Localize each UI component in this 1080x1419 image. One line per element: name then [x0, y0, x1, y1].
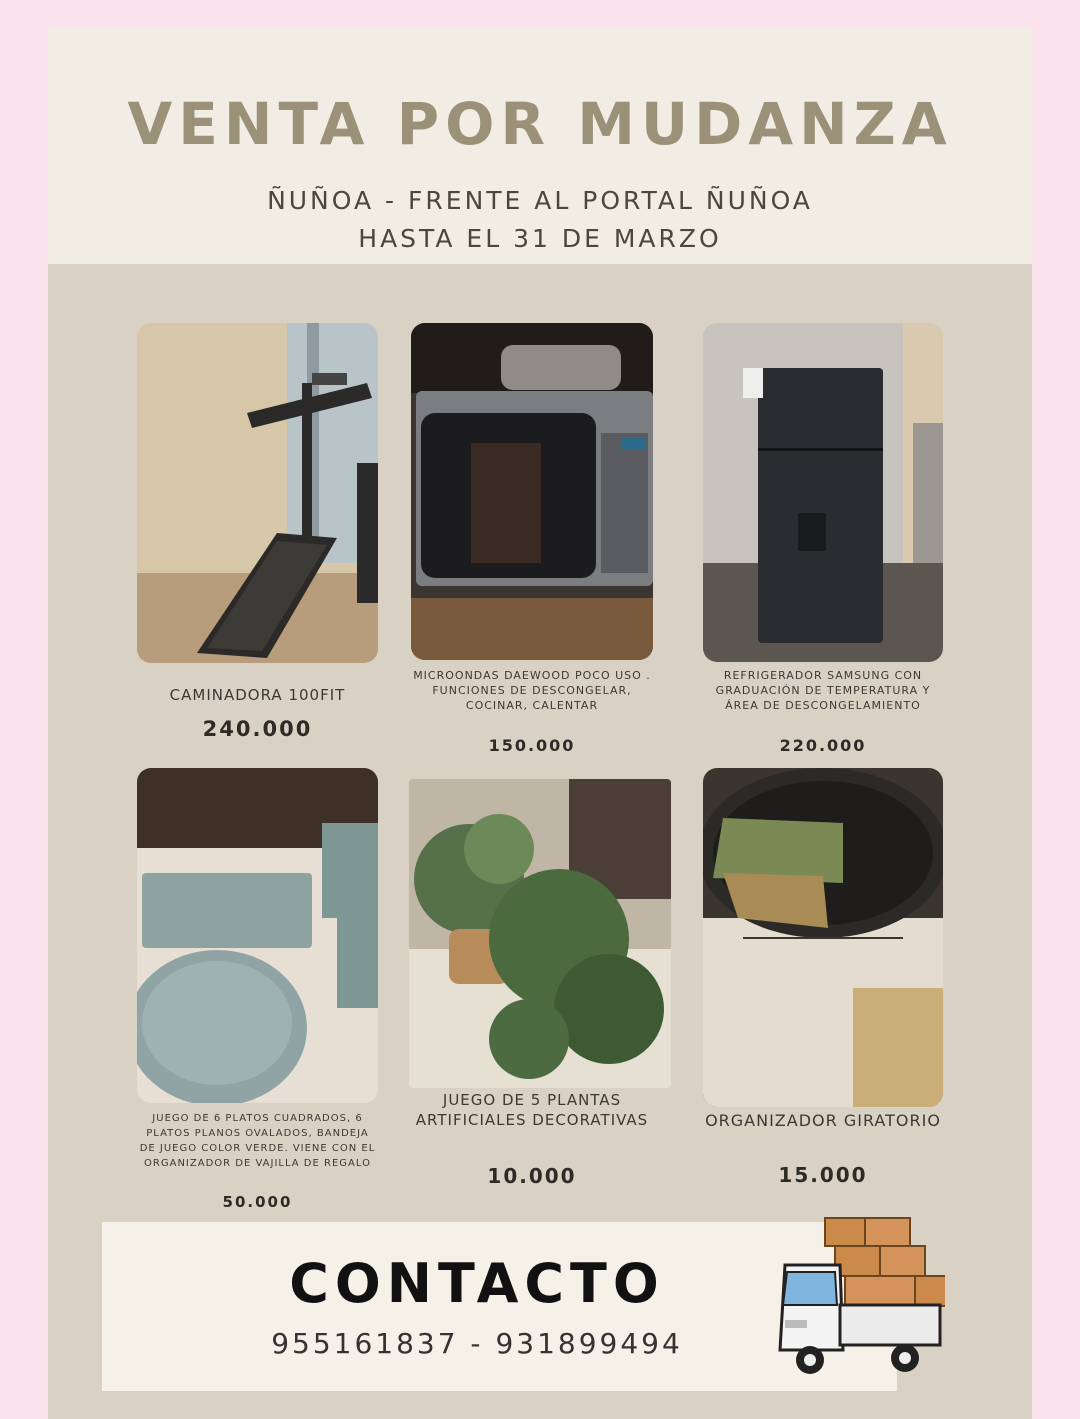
page-title: VENTA POR MUDANZA: [127, 90, 953, 158]
product-label: JUEGO DE 5 PLANTAS ARTIFICIALES DECORATIVAS: [415, 1091, 649, 1129]
product-label: CAMINADORA 100FIT: [169, 686, 346, 704]
delivery-truck-icon: [725, 1210, 945, 1380]
product-photo-organizer[interactable]: [703, 768, 943, 1107]
contact-phones[interactable]: 955161837 - 931899494: [271, 1327, 683, 1360]
product-label: JUEGO DE 6 PLATOS CUADRADOS, 6 PLATOS PLANOS OVALADOS, BANDEJA DE JUEGO COLOR VERDE. VIENE CON EL ORGANIZADOR DE VAJILLA DE REGALO: [139, 1113, 376, 1169]
product-photo-treadmill[interactable]: [137, 323, 378, 663]
product-price: 15.000: [778, 1163, 868, 1187]
contact-title: CONTACTO: [289, 1252, 665, 1315]
product-price: 220.000: [779, 736, 867, 755]
product-label: ORGANIZADOR GIRATORIO: [705, 1111, 941, 1130]
product-photo-plants[interactable]: [409, 779, 671, 1088]
deadline-text: HASTA EL 31 DE MARZO: [358, 224, 722, 253]
product-price: 240.000: [202, 717, 313, 741]
product-photo-refrigerator[interactable]: [703, 323, 943, 662]
location-text: ÑUÑOA - FRENTE AL PORTAL ÑUÑOA: [267, 186, 813, 215]
product-price: 10.000: [487, 1164, 577, 1188]
product-photo-microwave[interactable]: [411, 323, 653, 660]
product-label: MICROONDAS DAEWOOD POCO USO . FUNCIONES DE DESCONGELAR, COCINAR, CALENTAR: [413, 669, 651, 712]
header: [48, 28, 1032, 264]
product-label: REFRIGERADOR SAMSUNG CON GRADUACIÓN DE TEMPERATURA Y ÁREA DE DESCONGELAMIENTO: [715, 669, 931, 712]
product-price: 150.000: [488, 736, 576, 755]
product-price: 50.000: [222, 1193, 293, 1211]
product-photo-dishes[interactable]: [137, 768, 378, 1103]
